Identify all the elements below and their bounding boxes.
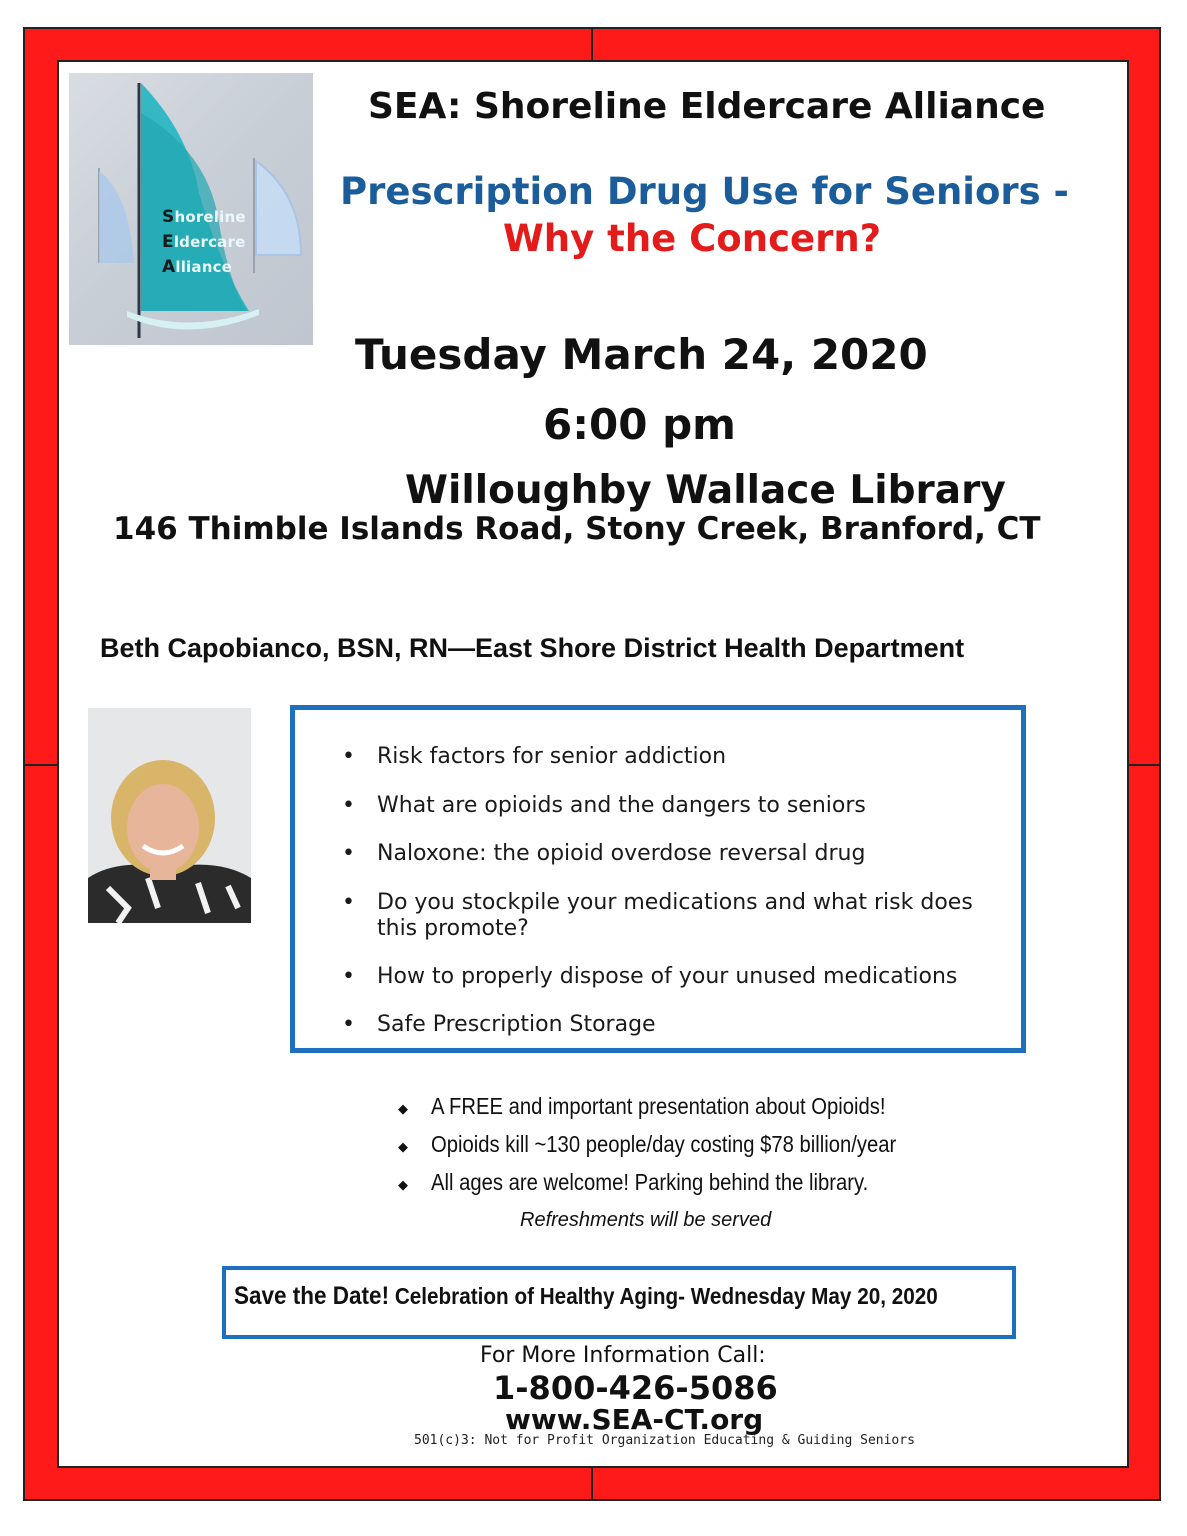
topic-item: • Naloxone: the opioid overdose reversal drug [377,841,997,867]
logo-line-3: Alliance [162,257,233,277]
organization-name: SEA: Shoreline Eldercare Alliance [368,86,1046,127]
phone-number[interactable]: 1-800-426-5086 [493,1369,778,1407]
save-the-date-lead: Save the Date! [234,1282,390,1310]
nonprofit-tagline: 501(c)3: Not for Profit Organization Educating & Guiding Seniors [414,1433,915,1448]
event-time: 6:00 pm [543,400,736,449]
event-date: Tuesday March 24, 2020 [355,330,928,379]
event-title-line-1: Prescription Drug Use for Seniors - [340,170,1069,213]
info-label: For More Information Call: [480,1343,766,1368]
save-the-date-text [234,1282,938,1311]
diamond-bullet-icon: ◆ [398,1140,408,1155]
fact-item: A FREE and important presentation about Opioids! [431,1093,886,1119]
event-venue: Willoughby Wallace Library [405,468,1006,513]
frame-seam-left [23,764,57,766]
speaker-photo [88,708,251,923]
topic-item: • What are opioids and the dangers to seniors [377,793,997,819]
topic-item: • Risk factors for senior addiction [377,744,997,770]
frame-seam-right [1129,764,1161,766]
speaker-credit: Beth Capobianco, BSN, RN—East Shore District Health Department [100,633,965,663]
topic-item: • Do you stockpile your medications and what risk does this promote? [377,890,997,942]
fact-item: All ages are welcome! Parking behind the library. [431,1169,869,1195]
logo-line-1: Shoreline [162,207,246,227]
topics-box [290,705,1026,1053]
frame-seam-top [591,27,593,60]
save-the-date-detail: Celebration of Healthy Aging- Wednesday May 20, 2020 [389,1283,938,1309]
refreshments-note: Refreshments will be served [520,1209,772,1231]
logo-line-2: Eldercare [162,232,246,252]
sea-logo [69,73,313,345]
event-address: 146 Thimble Islands Road, Stony Creek, Branford, CT [113,511,1041,547]
save-the-date-box [222,1266,1016,1339]
diamond-bullet-icon: ◆ [398,1178,408,1193]
diamond-bullet-icon: ◆ [398,1102,408,1117]
event-title-line-2: Why the Concern? [503,217,882,260]
topic-item: • How to properly dispose of your unused medications [377,964,997,990]
website-link[interactable]: www.SEA-CT.org [505,1403,764,1436]
frame-seam-bottom [591,1468,593,1501]
topic-item: • Safe Prescription Storage [377,1012,997,1038]
fact-item: Opioids kill ~130 people/day costing $78 billion/year [431,1131,897,1157]
